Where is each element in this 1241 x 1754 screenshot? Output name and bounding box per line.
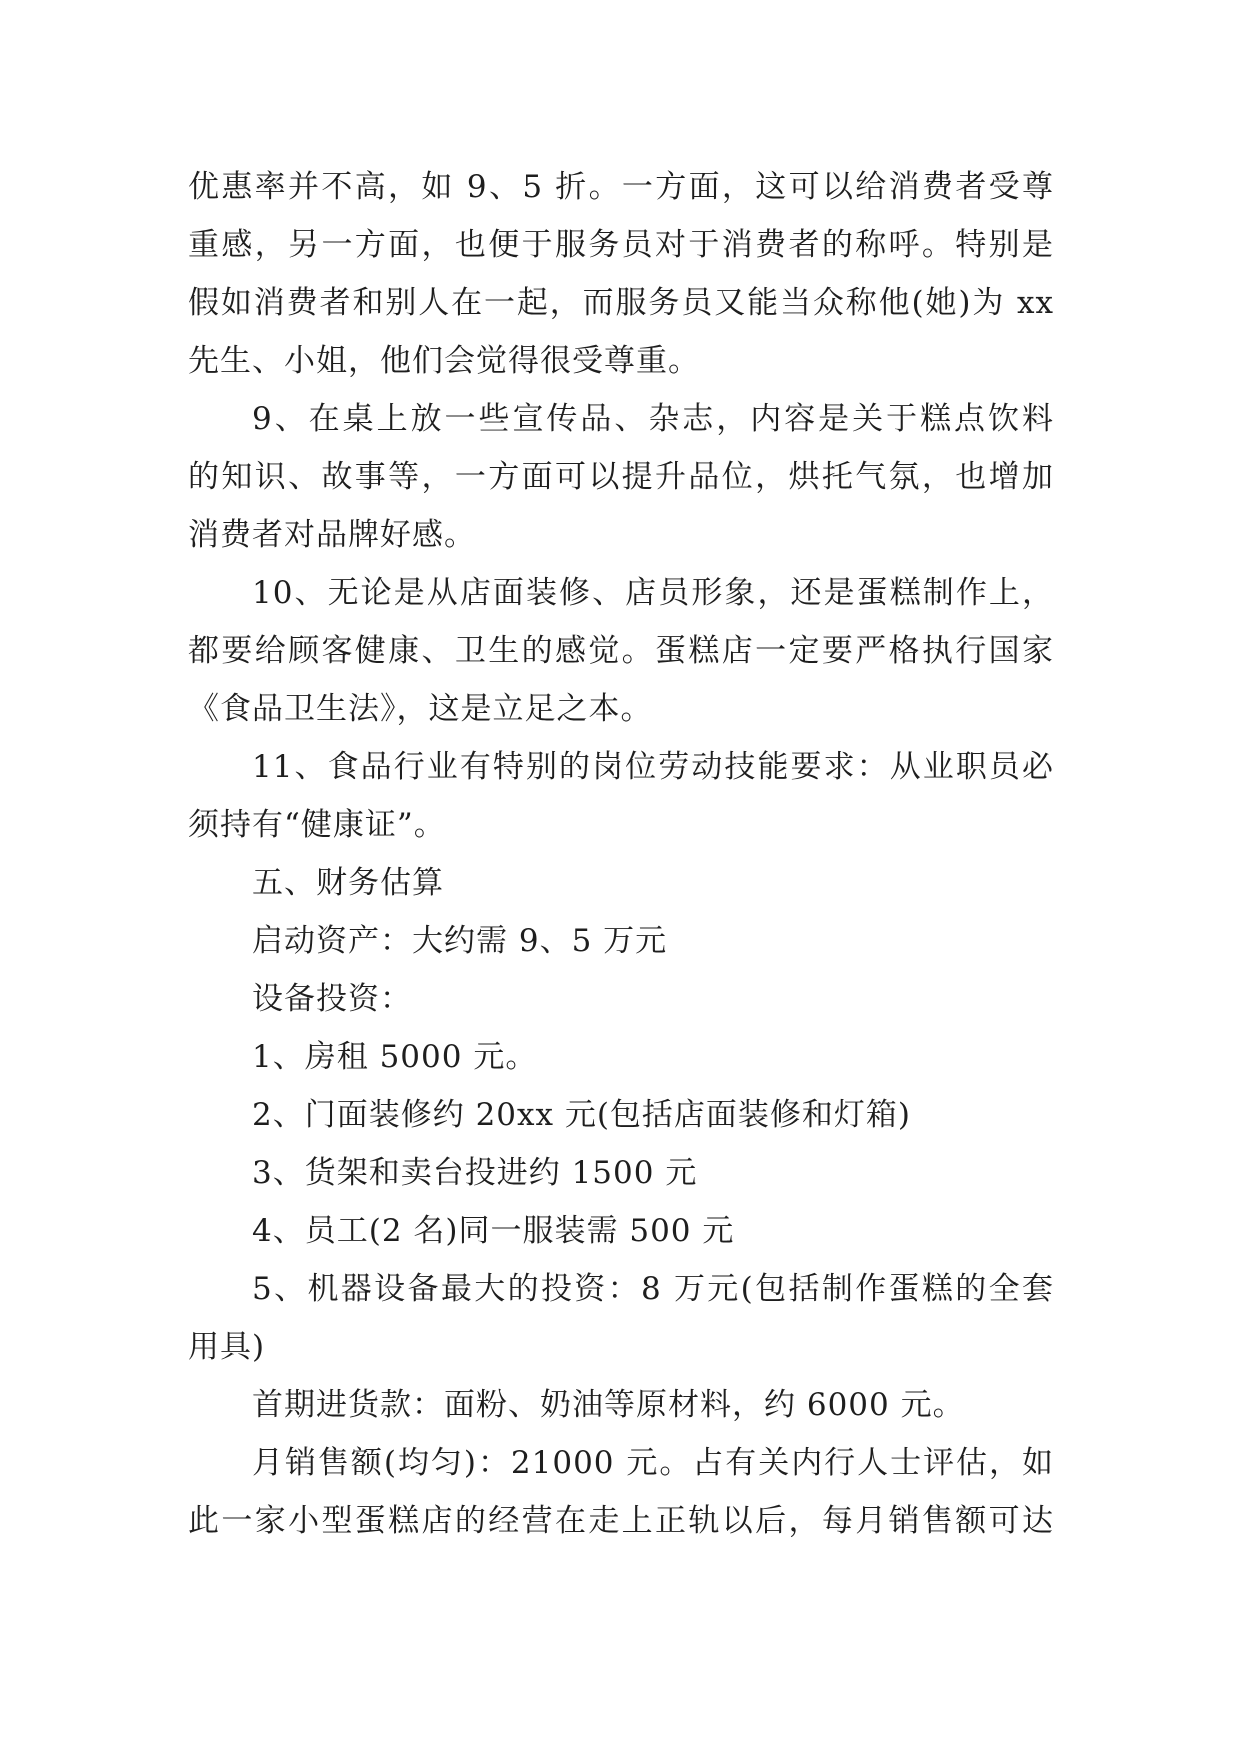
text-line: 用具) (188, 1329, 266, 1365)
text-line: 月销售额(均匀)：21000 元。占有关内行人士评估，如 (252, 1445, 1054, 1481)
text-line: 9、在桌上放一些宣传品、杂志，内容是关于糕点饮料 (252, 401, 1054, 437)
text-line: 《食品卫生法》，这是立足之本。 (188, 691, 653, 727)
text-line: 的知识、故事等，一方面可以提升品位，烘托气氛，也增加 (188, 459, 1054, 495)
text-line: 先生、小姐，他们会觉得很受尊重。 (188, 343, 700, 379)
text-line: 4、员工(2 名)同一服装需 500 元 (252, 1213, 735, 1249)
text-line: 优惠率并不高，如 9、5 折。一方面，这可以给消费者受尊 (188, 169, 1054, 205)
text-line: 5、机器设备最大的投资：8 万元(包括制作蛋糕的全套 (252, 1271, 1054, 1307)
text-line: 此一家小型蛋糕店的经营在走上正轨以后，每月销售额可达 (188, 1503, 1054, 1539)
document-body (188, 158, 1054, 1550)
text-line: 1、房租 5000 元。 (252, 1039, 538, 1075)
text-line: 消费者对品牌好感。 (188, 517, 476, 553)
text-line: 10、无论是从店面装修、店员形象，还是蛋糕制作上， (252, 575, 1054, 611)
text-line: 都要给顾客健康、卫生的感觉。蛋糕店一定要严格执行国家 (188, 633, 1054, 669)
text-line: 设备投资： (252, 981, 412, 1017)
text-line: 3、货架和卖台投进约 1500 元 (252, 1155, 698, 1191)
text-line: 五、财务估算 (252, 865, 444, 901)
text-line: 11、食品行业有特别的岗位劳动技能要求：从业职员必 (252, 749, 1054, 785)
text-line: 重感，另一方面，也便于服务员对于消费者的称呼。特别是 (188, 227, 1054, 263)
text-line: 须持有“健康证”。 (188, 807, 446, 843)
text-line: 2、门面装修约 20xx 元(包括店面装修和灯箱) (252, 1097, 912, 1133)
text-line: 启动资产：大约需 9、5 万元 (252, 923, 668, 959)
text-line: 假如消费者和别人在一起，而服务员又能当众称他(她)为 xx (188, 285, 1054, 321)
text-line: 首期进货款：面粉、奶油等原材料，约 6000 元。 (252, 1387, 965, 1423)
